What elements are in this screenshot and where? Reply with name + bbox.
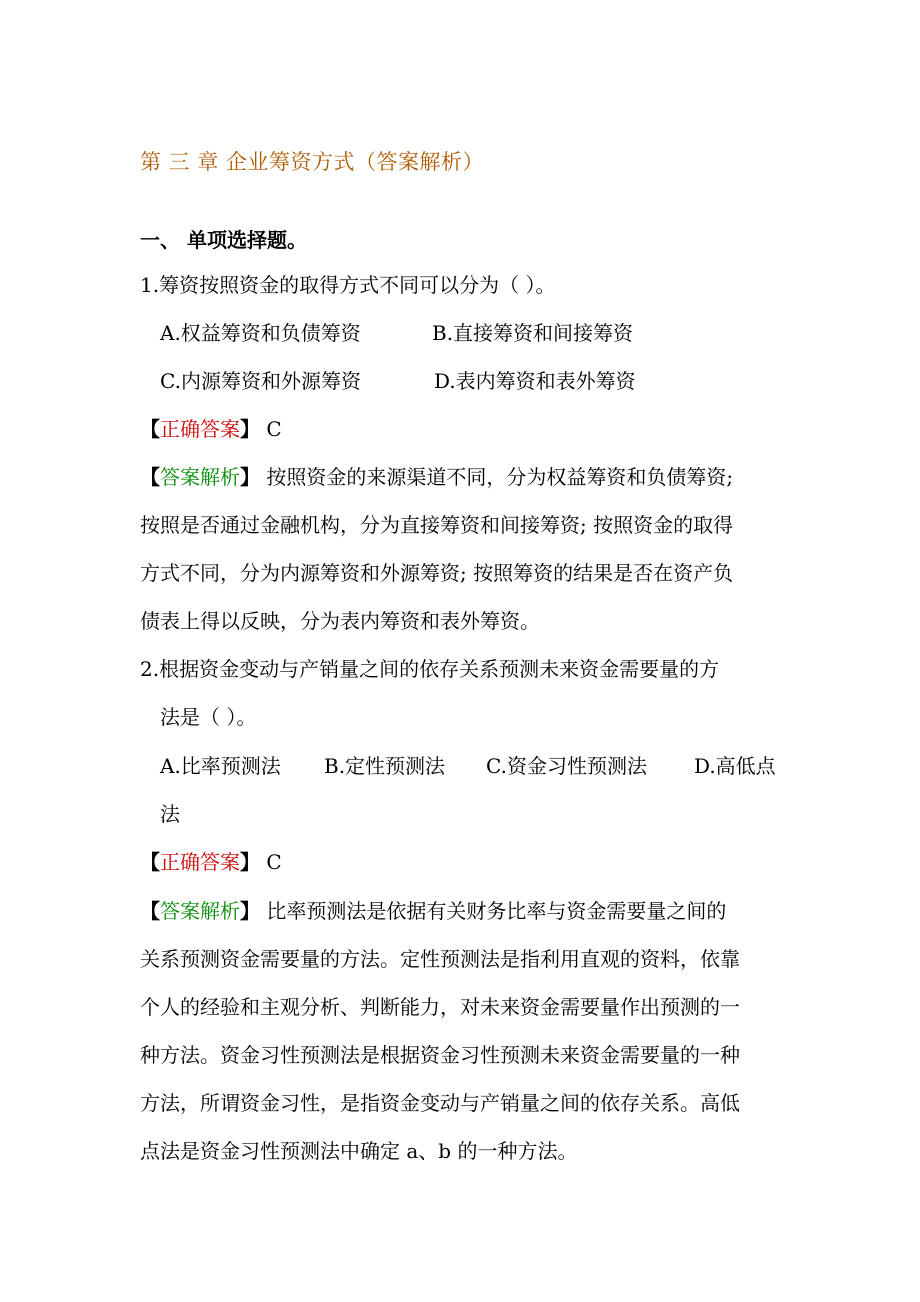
q1-analysis-line-2: 按照是否通过金融机构，分为直接筹资和间接筹资; 按照资金的取得 xyxy=(140,513,734,537)
q2-analysis-line-1 xyxy=(140,897,726,925)
q1-option-b: B.直接筹资和间接筹资 xyxy=(432,321,634,345)
q1-analysis-line-4: 债表上得以反映，分为表内筹资和表外筹资。 xyxy=(140,609,540,633)
q2-analysis-line-6: 点法是资金习性预测法中确定 a、b 的一种方法。 xyxy=(140,1139,578,1163)
analysis-label: 答案解析 xyxy=(160,899,240,923)
bracket-close: 】 xyxy=(240,417,260,441)
q1-correct-answer xyxy=(140,415,282,443)
q2-option-a: A.比率预测法 xyxy=(160,754,281,778)
q2-option-d: D.高低点 xyxy=(694,754,776,778)
q1-analysis-line-3: 方式不同，分为内源筹资和外源筹资; 按照筹资的结果是否在资产负 xyxy=(140,561,734,585)
answer-value: C xyxy=(266,850,282,874)
analysis-text: 比率预测法是依据有关财务比率与资金需要量之间的 xyxy=(266,899,727,923)
bracket-close: 】 xyxy=(240,465,260,489)
bracket-open: 【 xyxy=(140,850,160,874)
q1-stem: 1.筹资按照资金的取得方式不同可以分为（ ）。 xyxy=(140,273,556,297)
chapter-title: 第 三 章 企业筹资方式（答案解析） xyxy=(140,150,485,174)
q1-analysis-line-1 xyxy=(140,463,733,491)
bracket-open: 【 xyxy=(140,465,160,489)
bracket-open: 【 xyxy=(140,899,160,923)
analysis-text: 按照资金的来源渠道不同，分为权益筹资和负债筹资; xyxy=(266,465,734,489)
q1-option-c: C.内源筹资和外源筹资 xyxy=(160,369,361,393)
q2-correct-answer xyxy=(140,848,282,876)
answer-label: 正确答案 xyxy=(160,850,240,874)
q2-option-b: B.定性预测法 xyxy=(324,754,446,778)
q2-analysis-line-2: 关系预测资金需要量的方法。定性预测法是指利用直观的资料，依靠 xyxy=(140,947,740,971)
q2-stem-line-1: 2.根据资金变动与产销量之间的依存关系预测未来资金需要量的方 xyxy=(140,657,720,681)
q2-option-d-wrap: 法 xyxy=(160,802,180,826)
bracket-close: 】 xyxy=(240,899,260,923)
bracket-close: 】 xyxy=(240,850,260,874)
answer-label: 正确答案 xyxy=(160,417,240,441)
q2-stem-line-2: 法是（ ）。 xyxy=(160,705,257,729)
q2-analysis-line-3: 个人的经验和主观分析、判断能力，对未来资金需要量作出预测的一 xyxy=(140,995,740,1019)
analysis-label: 答案解析 xyxy=(160,465,240,489)
q1-option-d: D.表内筹资和表外筹资 xyxy=(434,369,636,393)
bracket-open: 【 xyxy=(140,417,160,441)
q2-analysis-line-4: 种方法。资金习性预测法是根据资金习性预测未来资金需要量的一种 xyxy=(140,1043,740,1067)
answer-value: C xyxy=(266,417,282,441)
q1-option-a: A.权益筹资和负债筹资 xyxy=(160,321,361,345)
q2-analysis-line-5: 方法，所谓资金习性，是指资金变动与产销量之间的依存关系。高低 xyxy=(140,1091,740,1115)
q2-option-c: C.资金习性预测法 xyxy=(486,754,647,778)
section-heading: 一、 单项选择题。 xyxy=(140,228,307,252)
